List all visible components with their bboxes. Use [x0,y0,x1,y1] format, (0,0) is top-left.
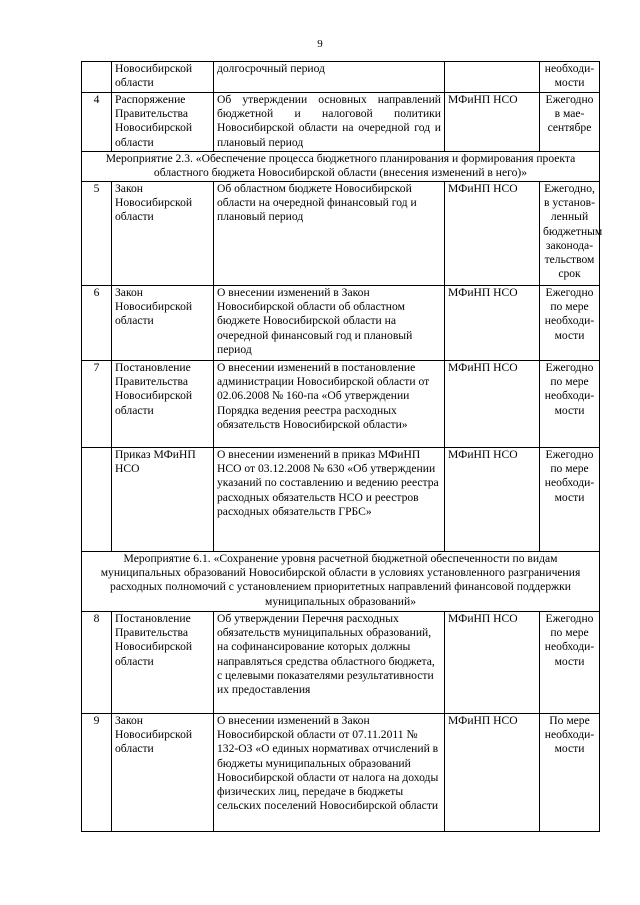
act-title: О внесении изменений в постановление администрации Новосибирской области от 02.06.2008 № 160-па «Об утверждении Порядка ведения реестра расходных обязательств Новосибирской области» [214,361,445,448]
table-row [82,286,600,361]
responsible: МФиНП НСО [445,93,540,152]
table-row [82,448,600,552]
table-row [82,62,600,93]
table-row [82,612,600,714]
act-title: Об утверждении основных направлений бюджетной и налоговой политики Новосибирской области на очередной год и плановый период [214,93,445,152]
responsible: МФиНП НСО [445,448,540,552]
section-heading: Мероприятие 2.3. «Обеспечение процесса бюджетного планирования и формирования проекта областного бюджета Новосибирской области (внесения изменений в него)» [82,152,600,182]
act-type: Закон Новосибирской области [112,286,214,361]
act-type: Приказ МФиНП НСО [112,448,214,552]
act-type: Закон Новосибирской области [112,182,214,286]
responsible: МФиНП НСО [445,361,540,448]
page-number: 9 [317,38,323,50]
deadline: Ежегодно по мере необходи-мости [540,361,600,448]
responsible: МФиНП НСО [445,714,540,832]
act-title: долгосрочный период [214,62,445,93]
row-number: 9 [82,714,112,832]
act-title: О внесении изменений в Закон Новосибирской области об областном бюджете Новосибирской области на очередной финансовый год и плановый период [214,286,445,361]
table-row [82,361,600,448]
deadline: Ежегодно в мае-сентябре [540,93,600,152]
section-heading-row [82,552,600,612]
act-type: Новосибирской области [112,62,214,93]
act-type: Закон Новосибирской области [112,714,214,832]
act-title: Об утверждении Перечня расходных обязательств муниципальных образований, на софинансирование которых должны направляться средства областного бюджета, с целевыми показателями результативности их предоставления [214,612,445,714]
responsible [445,62,540,93]
measures-table [81,61,603,832]
deadline: необходи-мости [540,62,600,93]
row-number: 5 [82,182,112,286]
row-number: 8 [82,612,112,714]
table-row [82,714,600,832]
section-heading: Мероприятие 6.1. «Сохранение уровня расчетной бюджетной обеспеченности по видам муниципальных образований Новосибирской области в условиях установленного разграничения расходных полномочий с установлением приоритетных направлений финансовой поддержки муниципальных образований» [82,552,600,612]
act-type: Постановление Правительства Новосибирской области [112,361,214,448]
row-number: 4 [82,93,112,152]
deadline: Ежегодно, в установ-ленный бюджетным законода-тельством срок [540,182,600,286]
row-number: 7 [82,361,112,448]
act-type: Постановление Правительства Новосибирской области [112,612,214,714]
act-type: Распоряжение Правительства Новосибирской области [112,93,214,152]
responsible: МФиНП НСО [445,182,540,286]
table-row [82,93,600,152]
row-number [82,448,112,552]
row-number [82,62,112,93]
act-title: Об областном бюджете Новосибирской области на очередной финансовый год и плановый период [214,182,445,286]
deadline: Ежегодно по мере необходи-мости [540,612,600,714]
section-heading-row [82,152,600,182]
deadline: Ежегодно по мере необходи-мости [540,286,600,361]
table-row [82,182,600,286]
responsible: МФиНП НСО [445,286,540,361]
deadline: Ежегодно по мере необходи-мости [540,448,600,552]
responsible: МФиНП НСО [445,612,540,714]
deadline: По мере необходи-мости [540,714,600,832]
act-title: О внесении изменений в приказ МФиНП НСО от 03.12.2008 № 630 «Об утверждении указаний по составлению и ведению реестра расходных обязательств НСО и реестров расходных обязательств ГРБС» [214,448,445,552]
act-title: О внесении изменений в Закон Новосибирской области от 07.11.2011 № 132-ОЗ «О единых нормативах отчислений в бюджеты муниципальных образований Новосибирской области от налога на доходы физических лиц, передаче в бюджеты сельских поселений Новосибирской области [214,714,445,832]
row-number: 6 [82,286,112,361]
